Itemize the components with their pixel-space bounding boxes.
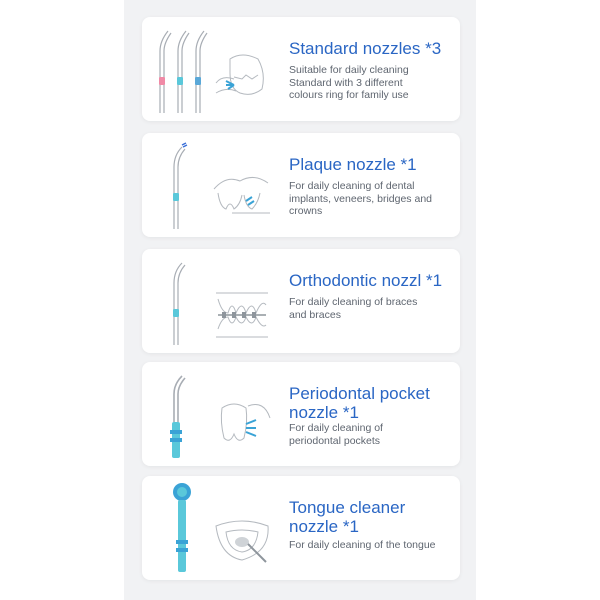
card-orthodontic-nozzle (142, 249, 460, 353)
desc-line: For daily cleaning of the tongue (289, 539, 436, 551)
card-description (289, 296, 457, 321)
card-description (289, 539, 457, 552)
desc-line: Suitable for daily cleaning (289, 64, 409, 76)
desc-line: periodontal pockets (289, 434, 381, 447)
card-description (289, 64, 457, 102)
plaque-nozzle-icon (148, 137, 214, 233)
card-title (289, 271, 457, 290)
tongue-cleaner-nozzle-icon (148, 480, 214, 576)
desc-line: For daily cleaning of braces (289, 296, 418, 308)
card-description (289, 180, 457, 218)
mouth-teeth-spray-icon (212, 53, 274, 111)
title-line: Orthodontic nozzl *1 (289, 271, 443, 290)
implant-brush-icon (212, 169, 274, 227)
card-title (289, 39, 457, 58)
card-periodontal-nozzle (142, 362, 460, 466)
desc-line: Standard with 3 different (289, 76, 403, 89)
desc-line: colours ring for family use (289, 89, 409, 101)
title-line: Plaque nozzle *1 (289, 155, 417, 174)
card-title (289, 384, 457, 422)
title-line: nozzle *1 (289, 403, 359, 422)
periodontal-nozzle-icon (148, 366, 214, 462)
title-line: Tongue cleaner (289, 498, 406, 517)
card-tongue-cleaner-nozzle (142, 476, 460, 580)
desc-line: implants, veneers, bridges and (289, 192, 432, 205)
card-plaque-nozzle (142, 133, 460, 237)
desc-line: For daily cleaning of dental (289, 180, 415, 192)
three-standard-nozzles-icon (148, 21, 214, 117)
card-title (289, 155, 457, 174)
title-line: nozzle *1 (289, 517, 359, 536)
card-title (289, 498, 457, 536)
desc-line: crowns (289, 205, 323, 217)
desc-line: For daily cleaning of (289, 422, 383, 434)
tooth-pocket-spray-icon (212, 398, 274, 456)
card-standard-nozzles (142, 17, 460, 121)
braces-teeth-icon (212, 285, 274, 343)
card-description (289, 422, 457, 447)
title-line: Standard nozzles *3 (289, 39, 442, 58)
title-line: Periodontal pocket (289, 384, 430, 403)
tongue-mouth-icon (212, 512, 274, 570)
orthodontic-nozzle-icon (148, 253, 214, 349)
desc-line: and braces (289, 308, 341, 321)
